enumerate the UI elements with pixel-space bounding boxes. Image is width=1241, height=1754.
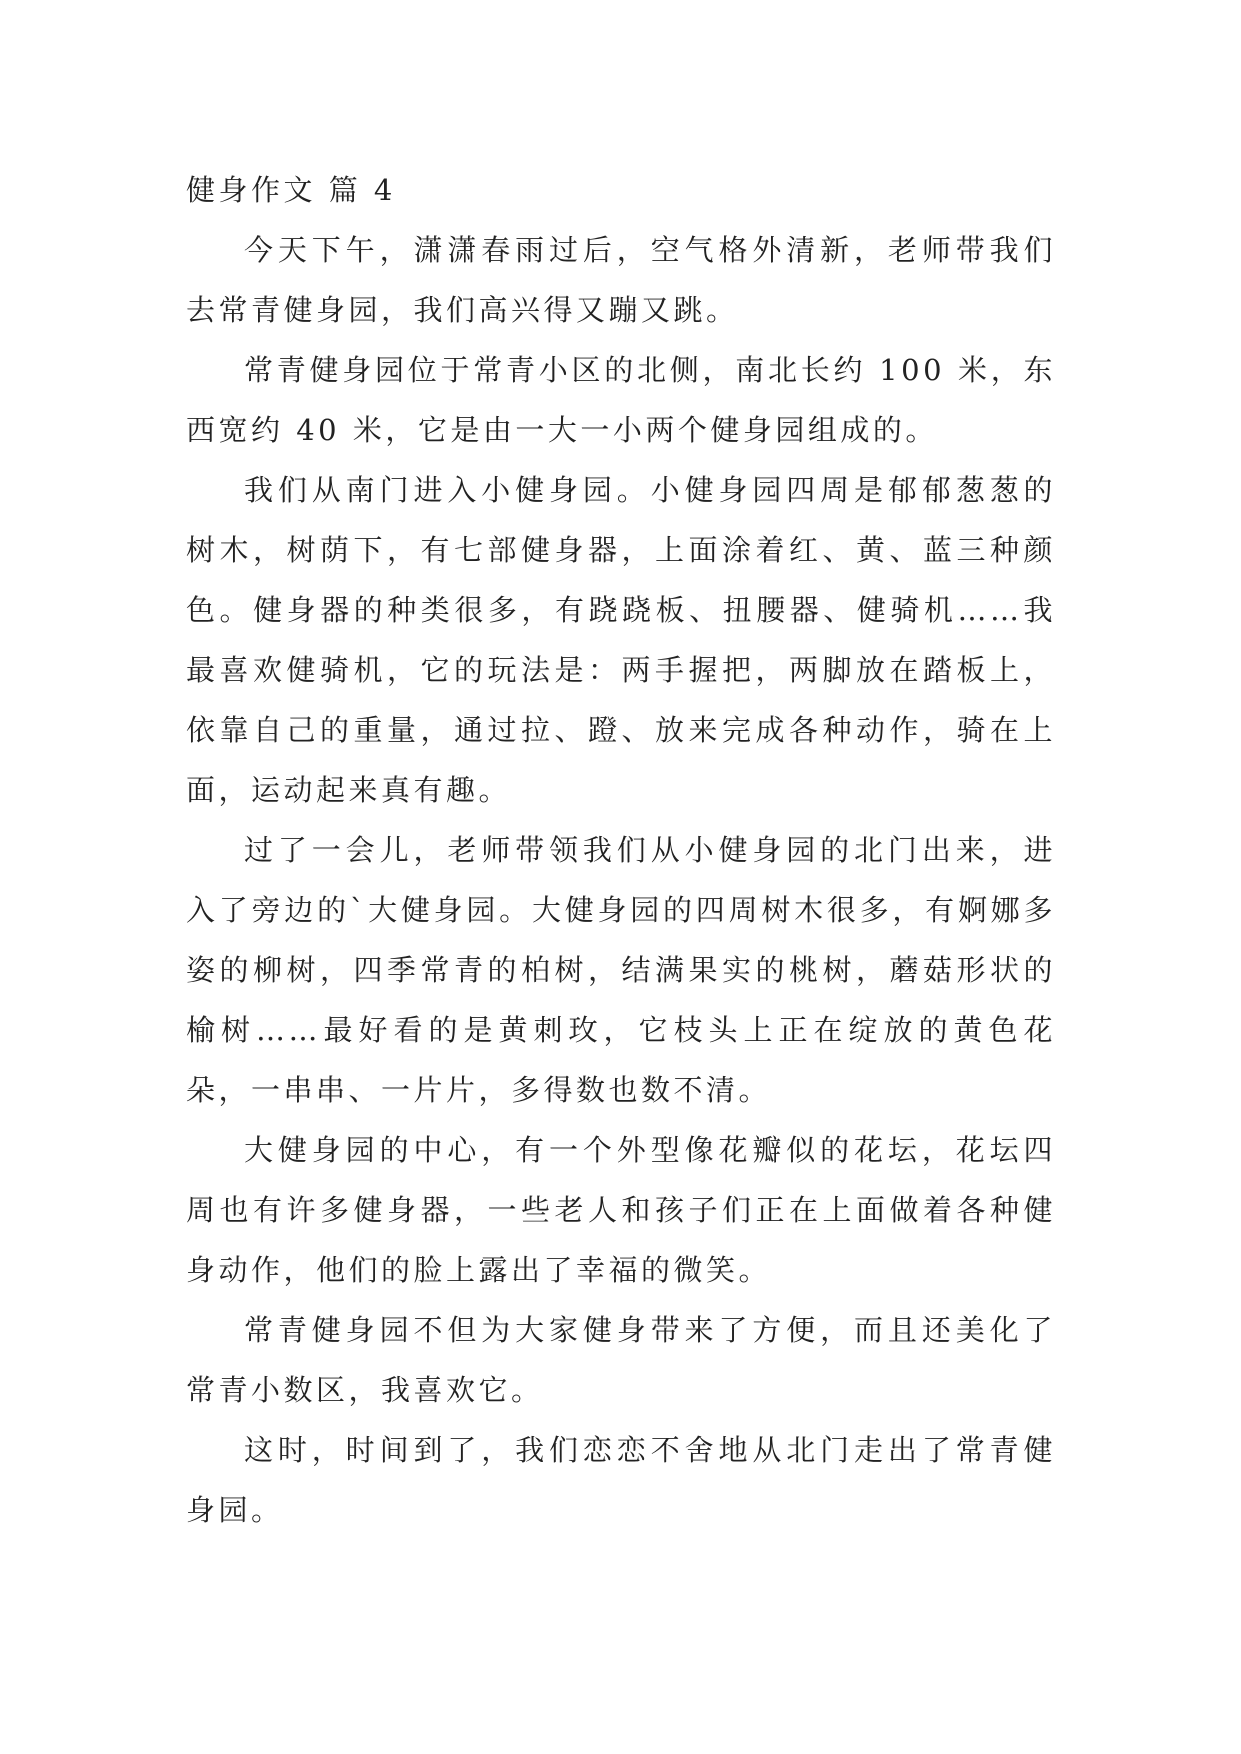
document-title: 健身作文 篇 4 — [186, 173, 396, 207]
paragraph-2: 常青健身园位于常青小区的北侧，南北长约 100 米，东西宽约 40 米，它是由一大一小两个健身园组成的。 — [186, 353, 1056, 447]
paragraph-4: 过了一会儿，老师带领我们从小健身园的北门出来，进入了旁边的`大健身园。大健身园的四周树木很多，有婀娜多姿的柳树，四季常青的柏树，结满果实的桃树，蘑菇形状的榆树……最好看的是黄刺玫，它枝头上正在绽放的黄色花朵，一串串、一片片，多得数也数不清。 — [186, 833, 1056, 1107]
paragraph-5: 大健身园的中心，有一个外型像花瓣似的花坛，花坛四周也有许多健身器，一些老人和孩子们正在上面做着各种健身动作，他们的脸上露出了幸福的微笑。 — [186, 1133, 1056, 1287]
paragraph-7: 这时，时间到了，我们恋恋不舍地从北门走出了常青健身园。 — [186, 1433, 1056, 1527]
paragraph-1: 今天下午，潇潇春雨过后，空气格外清新，老师带我们去常青健身园，我们高兴得又蹦又跳。 — [186, 233, 1056, 327]
paragraph-3: 我们从南门进入小健身园。小健身园四周是郁郁葱葱的树木，树荫下，有七部健身器，上面涂着红、黄、蓝三种颜色。健身器的种类很多，有跷跷板、扭腰器、健骑机……我最喜欢健骑机，它的玩法是：两手握把，两脚放在踏板上，依靠自己的重量，通过拉、蹬、放来完成各种动作，骑在上面，运动起来真有趣。 — [186, 473, 1056, 807]
document-body — [186, 160, 1056, 1540]
paragraph-6: 常青健身园不但为大家健身带来了方便，而且还美化了常青小数区，我喜欢它。 — [186, 1313, 1056, 1407]
